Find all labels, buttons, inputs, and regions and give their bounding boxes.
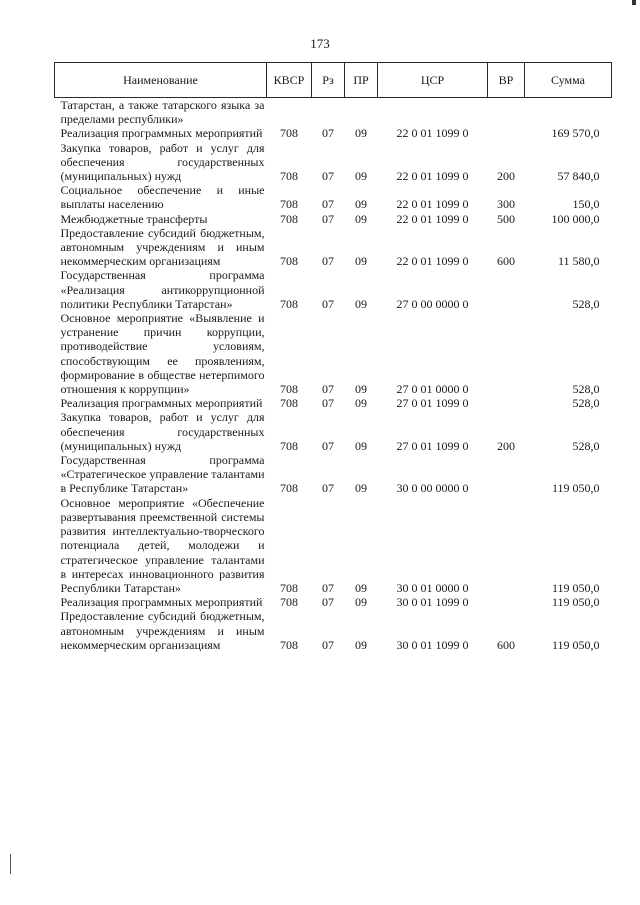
row-csr (378, 98, 488, 127)
row-rz: 07 (322, 126, 334, 141)
row-vr (488, 268, 525, 311)
row-vr (488, 595, 525, 609)
row-kvsr: 708 (280, 481, 298, 496)
row-rz: 07 (322, 296, 334, 311)
row-name: Основное мероприятие «Выявление и устранение причин коррупции, противодействие условиям, способствующим ее проявлениям, формирование в обществе нетерпимого отношения к коррупции» (60, 311, 265, 397)
row-kvsr: 708 (280, 382, 298, 397)
row-name: Реализация программных мероприятий (60, 126, 263, 141)
row-vr: 500 (497, 211, 515, 226)
page-number: 173 (310, 36, 330, 51)
header-csr: ЦСР (378, 63, 488, 98)
table-row (55, 226, 612, 269)
row-pr: 09 (355, 254, 367, 269)
row-csr: 30 0 00 0000 0 (396, 481, 469, 496)
row-vr (488, 396, 525, 410)
table-row (55, 595, 612, 609)
row-rz: 07 (322, 438, 334, 453)
row-pr (345, 98, 378, 127)
row-pr: 09 (355, 382, 367, 397)
row-sum: 528,0 (572, 296, 600, 311)
row-rz: 07 (322, 396, 334, 411)
row-csr: 22 0 01 1099 0 (396, 197, 469, 212)
table-row (55, 98, 612, 127)
row-rz (312, 98, 345, 127)
header-kvsr: КВСР (267, 63, 312, 98)
row-sum: 119 050,0 (551, 595, 600, 610)
header-rz: Рз (312, 63, 345, 98)
row-name: Татарстан, а также татарского языка за пределами республики» (60, 98, 265, 127)
row-csr: 22 0 01 1099 0 (396, 211, 469, 226)
row-pr: 09 (355, 595, 367, 610)
row-sum: 57 840,0 (557, 169, 600, 184)
row-pr: 09 (355, 637, 367, 652)
row-rz: 07 (322, 637, 334, 652)
table-row (55, 212, 612, 226)
row-rz: 07 (322, 481, 334, 496)
row-vr: 200 (497, 438, 515, 453)
row-csr: 22 0 01 1099 0 (396, 126, 469, 141)
row-name: Государственная программа «Стратегическое управление талантами в Республике Татарстан» (60, 453, 265, 496)
row-name: Реализация программных мероприятий (60, 396, 263, 411)
row-sum: 100 000,0 (551, 211, 600, 226)
row-vr: 600 (497, 637, 515, 652)
row-kvsr: 708 (280, 211, 298, 226)
row-name: Межбюджетные трансферты (60, 211, 208, 226)
row-kvsr: 708 (280, 595, 298, 610)
row-csr: 22 0 01 1099 0 (396, 254, 469, 269)
row-kvsr (267, 98, 312, 127)
row-csr: 27 0 01 1099 0 (396, 438, 469, 453)
table-row (55, 141, 612, 184)
row-csr: 27 0 00 0000 0 (396, 296, 469, 311)
row-rz: 07 (322, 254, 334, 269)
row-sum: 528,0 (572, 382, 600, 397)
row-vr (488, 126, 525, 140)
row-csr: 30 0 01 0000 0 (396, 580, 469, 595)
row-kvsr: 708 (280, 637, 298, 652)
row-kvsr: 708 (280, 580, 298, 595)
table-body (55, 98, 612, 652)
row-name: Закупка товаров, работ и услуг для обеспечения государственных (муниципальных) нужд (60, 140, 265, 184)
table-row (55, 609, 612, 652)
row-sum: 169 570,0 (551, 126, 600, 141)
row-sum: 528,0 (572, 396, 600, 411)
row-vr: 600 (497, 254, 515, 269)
row-name: Закупка товаров, работ и услуг для обеспечения государственных (муниципальных) нужд (60, 410, 265, 453)
table-row (55, 496, 612, 595)
row-kvsr: 708 (280, 438, 298, 453)
header-name: Наименование (55, 63, 267, 98)
row-kvsr: 708 (280, 396, 298, 411)
row-pr: 09 (355, 396, 367, 411)
row-name: Предоставление субсидий бюджетным, автономным учреждениям и иным некоммерческим организациям (60, 225, 265, 269)
row-pr: 09 (355, 211, 367, 226)
row-name: Социальное обеспечение и иные выплаты населению (60, 183, 265, 212)
row-pr: 09 (355, 296, 367, 311)
row-pr: 09 (355, 169, 367, 184)
table-header (55, 63, 612, 98)
row-sum: 528,0 (572, 438, 600, 453)
row-vr: 300 (497, 197, 515, 212)
row-pr: 09 (355, 481, 367, 496)
row-vr (488, 453, 525, 496)
row-rz: 07 (322, 197, 334, 212)
row-sum: 150,0 (572, 197, 600, 212)
row-pr: 09 (355, 197, 367, 212)
scan-margin-mark (10, 854, 11, 874)
row-pr: 09 (355, 580, 367, 595)
table-row (55, 410, 612, 453)
row-name: Основное мероприятие «Обеспечение развертывания преемственной системы развития интеллектуально-творческого потенциала детей, молодежи и стратегическое управление талантами в интересах инновационного развития Республики Татарстан» (60, 495, 265, 595)
row-csr: 30 0 01 1099 0 (396, 595, 469, 610)
row-vr (488, 311, 525, 396)
row-kvsr: 708 (280, 126, 298, 141)
row-rz: 07 (322, 169, 334, 184)
row-sum (525, 98, 612, 127)
row-sum: 119 050,0 (551, 637, 600, 652)
table-row (55, 453, 612, 496)
table-row (55, 126, 612, 140)
row-kvsr: 708 (280, 296, 298, 311)
row-kvsr: 708 (280, 254, 298, 269)
row-rz: 07 (322, 382, 334, 397)
header-sum: Сумма (525, 63, 612, 98)
row-csr: 27 0 01 0000 0 (396, 382, 469, 397)
row-kvsr: 708 (280, 169, 298, 184)
header-pr: ПР (345, 63, 378, 98)
row-pr: 09 (355, 126, 367, 141)
row-vr: 200 (497, 169, 515, 184)
table-row (55, 396, 612, 410)
table-row (55, 183, 612, 211)
row-name: Предоставление субсидий бюджетным, автономным учреждениям и иным некоммерческим организациям (60, 609, 265, 652)
row-sum: 119 050,0 (551, 481, 600, 496)
row-csr: 22 0 01 1099 0 (396, 169, 469, 184)
row-vr (488, 496, 525, 595)
row-vr (488, 98, 525, 127)
table-row (55, 268, 612, 311)
row-pr: 09 (355, 438, 367, 453)
row-rz: 07 (322, 211, 334, 226)
row-rz: 07 (322, 595, 334, 610)
row-name: Государственная программа «Реализация антикоррупционной политики Республики Татарстан» (60, 268, 265, 311)
budget-table (54, 62, 612, 652)
header-vr: ВР (488, 63, 525, 98)
row-csr: 30 0 01 1099 0 (396, 637, 469, 652)
row-sum: 11 580,0 (557, 254, 600, 269)
scan-corner-mark (632, 0, 636, 5)
row-csr: 27 0 01 1099 0 (396, 396, 469, 411)
table-row (55, 311, 612, 396)
row-name: Реализация программных мероприятий (60, 595, 263, 610)
row-rz: 07 (322, 580, 334, 595)
row-sum: 119 050,0 (551, 580, 600, 595)
row-kvsr: 708 (280, 197, 298, 212)
